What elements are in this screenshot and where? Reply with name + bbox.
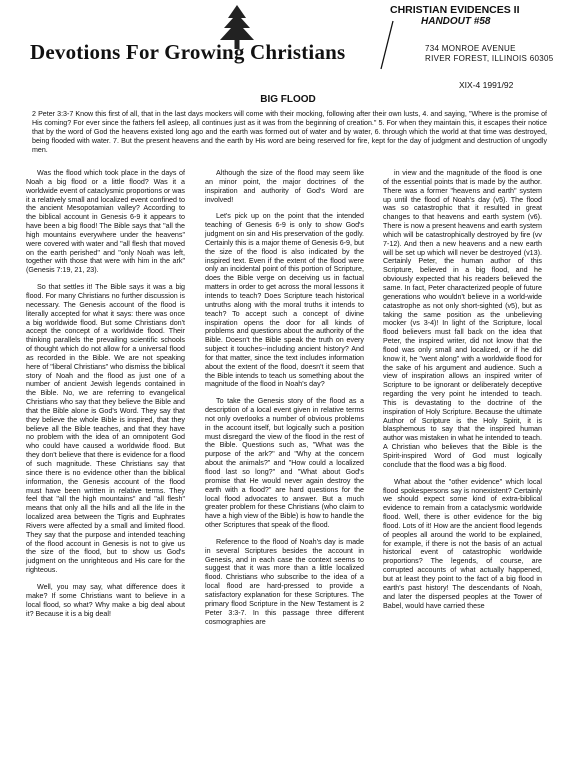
paragraph: To take the Genesis story of the flood as a description of a local event given in relative terms not only overlooks a number of obvious problems in the account itself, but logically such a position must disregard the view of the flood in the rest of the Bible. Questions such as, "What was the purpose of the ark?" and "Why at the concern about the animals?" and "How could a localized flood last so long?" and "What about God's promise that He would never again destroy the earth with a flood?" are hard questions for the local flood advocates to answer. But a much greater problem for these Christians (who claim to have a high view of the Bible) is how to handle the other Scriptures that speak of the flood.: [205, 397, 364, 530]
masthead-title: Devotions For Growing Christians: [30, 40, 346, 64]
paragraph: Reference to the flood of Noah's day is made in several Scriptures besides the account in Genesis, and in each case the context seems to suggest that it was more than a little localized flood. Christians who subscribe to the idea of a local flood are hard-pressed to provide a satisfactory explanation for these Scriptures. The primary flood Scripture in the New Testament is 2 Peter 3:3-7. In this passage three different cosmographies are: [205, 537, 364, 626]
handout-number: HANDOUT #58: [421, 16, 491, 27]
paragraph: Let's pick up on the point that the intended teaching of Genesis 6-9 is only to show God's judgment on sin and His preservation of the godly. Certainly this is a major theme of Genesis 6-9, but the size of the flood is also indicated by the inspired text. Even if the extent of the flood were only an incidental point of this portion of Scripture, does the Bible verge on deceiving us in factual matters in order to get across the moral lessons it intends to teach? Does Scripture teach historical untruths along with the moral truths it intends to teach? To accept such a concept of divine inspiration opens the door for all kinds of problems and questions about the authority of the Bible. Doesn't the Bible speak the truth on every subject it touches--including ancient history? And for that matter, since the text includes information about the extent of the flood, doesn't it seem that the Bible intends to teach us something about the magnitude of the flood in Noah's day?: [205, 212, 364, 389]
series-title: CHRISTIAN EVIDENCES II: [390, 4, 520, 16]
paragraph: What about the "other evidence" which local flood spokespersons say is nonexistent? Certainly we should expect some kind of extra-biblical evidence to remain from a cataclysmic worldwide flood. Well, there is other evidence for the big flood. Lots of it! How are the ancient flood legends of peoples all around the world to be explained, for example, if there is not the basis of an actual historical event of catastrophic worldwide proportions? The legends, of course, are corrupted accounts of what actually happened, but at least they point to the fact of a big flood in earth's past history! The descendants of Noah, and later the dispersed peoples at the Tower of Babel, would have carried these: [383, 477, 542, 610]
column-2: [205, 169, 364, 634]
column-1: [26, 169, 185, 626]
address-line-2: RIVER FOREST, ILLINOIS 60305: [425, 54, 554, 63]
address: [425, 44, 553, 64]
page-title: BIG FLOOD: [260, 94, 316, 105]
paragraph: Was the flood which took place in the days of Noah a big flood or a little flood? Was it a worldwide event of cataclysmic proportions or was it a relatively small and localized event confined to the ancient Mesopotamian valley? According to the biblical account in Genesis 6-9 it appears to have been a big flood! The Bible says that "all the high mountains everywhere under the heavens" were covered with water and "all flesh that moved on the earth perished" and "only Noah was left, together with those that were with him in the ark" (Genesis 7:19, 21, 23).: [26, 169, 185, 275]
lesson-reference: XIX-4 1991/92: [459, 80, 514, 90]
paragraph: in view and the magnitude of the flood is one of the essential points that is made by the author. There was a former "heavens and earth" system up until the flood of Noah's day (v5). The flood was so catastrophic that it resulted in great changes to that heavens and earth system (v6). There is now a present heavens and earth system which will be catastrophically destroyed by fire (vv 7-12). And then a new heavens and a new earth will be set up which will never be destroyed (v13). Certainly Peter, the human author of this Scripture, believed in a big flood, and he obviously expected that his readers believed the same. In fact, Peter characterized people of future generations who wouldn't believe in a world-wide catastrophe as not only short-sighted (v5), but as taking the same position as the unbelieving mocker (vs 3-4)! In light of the Scripture, local flood believers must fall back on the idea that Peter, the inspired writer, did not know that the flood was only small and localized, or if he did know it, he "went along" with a worldwide flood for the sake of his argument and audience. Such a view of inspiration allows an inspired writer of Scripture to be ignorant or deliberately deceptive regarding the very point he intended to teach. This is devastating to the doctrine of the inspiration of Holy Scripture. Because the ultimate Author of Scripture is the Holy Spirit, it is blasphemous to say that the inspired human author was mistaken in what he intended to teach. A Christian who believes that the Bible is the Spirit-inspired Word of God must logically conclude that the flood was a big flood.: [383, 169, 542, 469]
address-line-1: 734 MONROE AVENUE: [425, 44, 516, 53]
paragraph: So that settles it! The Bible says it was a big flood. For many Christians no further discussion is necessary. The Genesis account of the flood is literally accepted for what it says: there was once a big worldwide flood. But some Christians don't accept the concept of a worldwide flood. Their thinking parallels the prevailing scientific schools of thought which do not allow for a universal flood as recorded in the Bible. We are not speaking here of "liberal Christians" who dismiss the biblical story of Noah and the flood as just one of a number of ancient Jewish legends contained in the Bible. No, we are referring to evangelical Christians who say that they believe the Bible and that the Bible alone is God's Word. They say that they believe the whole Bible is inspired, that they believe all the Bible teaches, and that they have no problem with the idea of an omnipotent God who could have caused a worldwide flood. But they don't believe that there is evidence for a flood of such magnitude. These Christians say that since there is no evidence other than the biblical information, the Genesis account of the flood must have been written in relative terms. They feel that "all the high mountains" and "all flesh" means that only all the hills and all the life in the localized area between the Tigris and Euphrates Rivers were affected by a small and limited flood. They say that the purpose and intended teaching of the flood account in Genesis is not to give us the size of the flood, but to show us God's judgment on the unrighteous and His care for the righteous.: [26, 283, 185, 575]
scripture-passage: 2 Peter 3:3-7 Know this first of all, that in the last days mockers will come with their mocking, following after their own lusts, 4. and saying, "Where is the promise of His coming? For ever since the fathers fell asleep, all continues just as it was from the beginning of creation." 5. For when they maintain this, it escapes their notice that by the word of God the heavens existed long ago and the earth was formed out of water and by water, 6. through which the world at that time was destroyed, being flooded with water. 7. But the present heavens and the earth by His word are being reserved for fire, kept for the day of judgment and destruction of ungodly men.: [32, 110, 547, 154]
column-3: [383, 169, 542, 618]
paragraph: Although the size of the flood may seem like an minor point, the major doctrines of the inspiration and authority of God's Word are involved!: [205, 169, 364, 204]
divider-slash: [380, 20, 394, 70]
paragraph: Well, you may say, what difference does it make? If some Christians want to believe in a local flood, so what? Why make a big deal about it? Because it is a big deal!: [26, 582, 185, 618]
